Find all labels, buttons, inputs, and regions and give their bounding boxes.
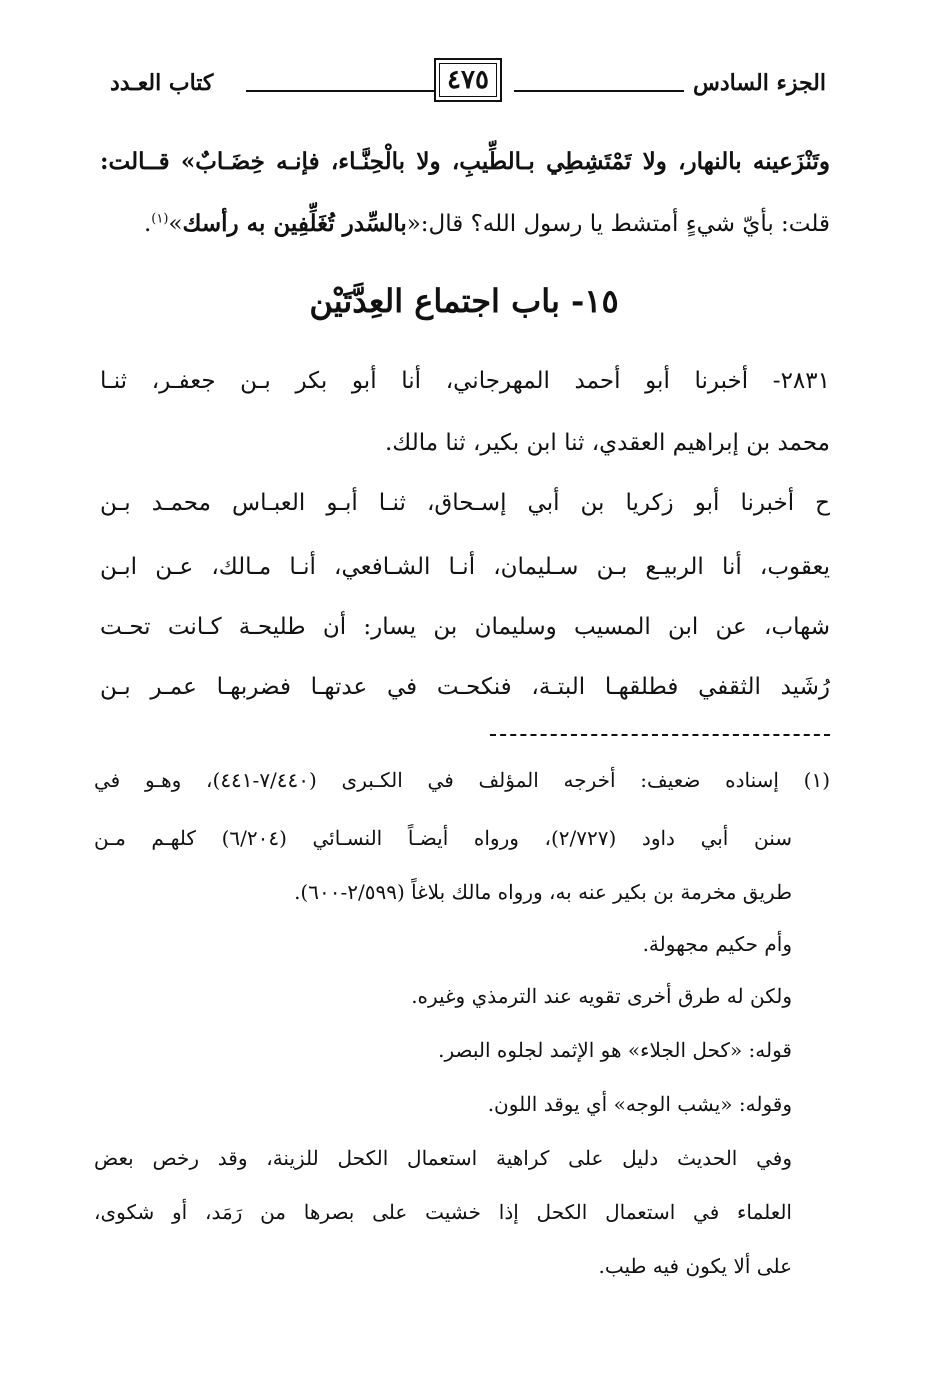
hadith-line-6: رُشَيد الثقفي فطلقهـا البتـة، فنكحـت في عدتهـا فضربهـا عمـر بـن <box>100 674 830 700</box>
footnote-line-1: (١) إسناده ضعيف: أخرجه المؤلف في الكـبرى (٧/٤٤٠-٤٤١)، وهـو في <box>94 768 830 792</box>
footnote-line-9: العلماء في استعمال الكحل إذا خشيت على بصرها من رَمَد، أو شكوى، <box>94 1200 792 1224</box>
header-rule-right <box>514 90 684 92</box>
text-line-1: وتَنْزَعينه بالنهار، ولا تَمْتَشِطِي بـالطِّيبِ، ولا بالْحِنَّـاء، فإنـه خِضَـابٌ» قــالت: <box>100 148 830 175</box>
hadith-line-4: يعقوب، أنا الربيـع بـن سـليمان، أنـا الشـافعي، أنـا مـالك، عـن ابـن <box>100 554 830 580</box>
text-line-2-quote: بالسِّدر تُغَلِّفِين به رأسك <box>182 210 407 237</box>
text-line-2-start: قلت: بأيّ شيءٍ أمتشط يا رسول الله؟ قال:« <box>406 211 830 237</box>
footnote-line-8: وفي الحديث دليل على كراهية استعمال الكحل للزينة، وقد رخص بعض <box>94 1146 792 1170</box>
text-line-2-close: » <box>168 211 183 237</box>
page-number: ٤٧٥ <box>447 65 489 95</box>
footnote-line-10: على ألا يكون فيه طيب. <box>598 1254 792 1278</box>
footnote-line-4: وأم حكيم مجهولة. <box>642 932 792 956</box>
hadith-line-1: ٢٨٣١- أخبرنا أبو أحمد المهرجاني، أنا أبو بكر بـن جعفـر، ثنـا <box>100 368 830 394</box>
page-number-box <box>434 58 502 102</box>
footnote-divider <box>490 734 830 736</box>
volume-label: الجزء السادس <box>693 70 826 96</box>
footnote-line-3: طريق مخرمة بن بكير عنه به، ورواه مالك بلاغاً (٢/٥٩٩-٦٠٠). <box>294 880 792 904</box>
hadith-line-3: ح أخبرنا أبو زكريا بن أبي إسـحاق، ثنـا أبـو العبـاس محمـد بـن <box>100 490 830 516</box>
hadith-line-2: محمد بن إبراهيم العقدي، ثنا ابن بكير، ثنا مالك. <box>385 430 830 456</box>
text-line-2-end: . <box>143 211 152 237</box>
text-line-2 <box>100 210 830 237</box>
footnote-ref-1: (١) <box>151 211 169 227</box>
book-label: كتاب العـدد <box>110 70 214 96</box>
hadith-line-5: شهاب، عن ابن المسيب وسليمان بن يسار: أن طليحـة كـانت تحـت <box>100 614 830 640</box>
footnote-line-7: وقوله: «يشب الوجه» أي يوقد اللون. <box>487 1092 792 1116</box>
footnote-line-6: قوله: «كحل الجلاء» هو الإثمد لجلوه البصر. <box>438 1038 792 1062</box>
page-header <box>110 58 826 108</box>
section-title: ١٥- باب اجتماع العِدَّتَيْن <box>309 282 619 320</box>
footnote-line-5: ولكن له طرق أخرى تقويه عند الترمذي وغيره. <box>411 984 792 1008</box>
footnote-line-2: سنن أبي داود (٢/٧٢٧)، ورواه أيضـاً النسـائي (٦/٢٠٤) كلهـم مـن <box>94 826 792 850</box>
header-rule-left <box>246 90 434 92</box>
